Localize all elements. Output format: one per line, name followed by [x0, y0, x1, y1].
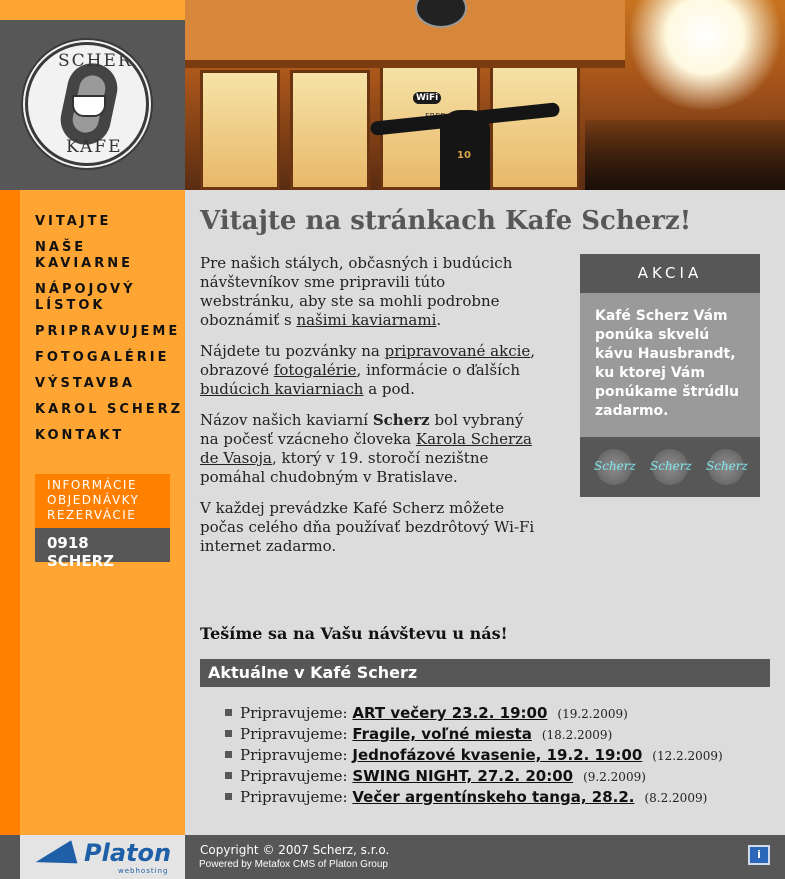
- news-prefix: Pripravujeme:: [240, 788, 353, 806]
- main-nav: [35, 214, 185, 454]
- contact-info-box: [35, 474, 170, 528]
- nav-item-nase-kaviarne[interactable]: NAŠE KAVIARNE: [35, 240, 133, 271]
- news-link[interactable]: SWING NIGHT, 27.2. 20:00: [352, 767, 574, 785]
- photo-window: [290, 70, 370, 190]
- photo-window: [490, 60, 580, 190]
- page-title: Vitajte na stránkach Kafe Scherz!: [200, 206, 692, 236]
- intro-paragraph-1: [200, 254, 540, 330]
- intro-text-span: Nájdete tu pozvánky na: [200, 342, 385, 360]
- orange-accent-bar: [0, 190, 20, 835]
- platon-arrow-icon: [33, 840, 78, 874]
- news-prefix: Pripravujeme:: [240, 725, 353, 743]
- news-link[interactable]: Večer argentínskeho tanga, 28.2.: [352, 788, 635, 806]
- nav-item-vystavba[interactable]: VÝSTAVBA: [35, 376, 135, 391]
- intro-text-span: Pre našich stálych, občasných i budúcich návštevníkov sme pripravili túto webstránku, aby ste sa mohli podrobne oboznámiť s: [200, 254, 513, 329]
- list-item: [225, 787, 723, 808]
- intro-text-span: , obrazové: [200, 342, 536, 379]
- mini-logo-text: Scherz: [706, 459, 748, 473]
- intro-text-span: .: [436, 311, 442, 329]
- photo-light-flare: [625, 0, 785, 110]
- platon-brand: Platon: [84, 839, 172, 867]
- photo-window: [200, 70, 280, 190]
- info-icon[interactable]: i: [748, 845, 770, 865]
- logo-block: [0, 20, 185, 190]
- intro-bold-scherz: Scherz: [372, 411, 430, 429]
- link-nase-kaviarne[interactable]: našimi kaviarnami: [296, 311, 437, 329]
- powered-by-text: Powered by Metafox CMS of Platon Group: [199, 859, 388, 870]
- news-heading: Aktuálne v Kafé Scherz: [200, 659, 770, 687]
- nav-item-kontakt[interactable]: KONTAKT: [35, 428, 125, 443]
- nav-item-vitajte[interactable]: VITAJTE: [35, 214, 112, 229]
- platon-sub: webhosting: [118, 867, 169, 875]
- link-pripravovane-akcie[interactable]: pripravované akcie: [384, 342, 531, 360]
- mini-logo-text: Scherz: [594, 459, 636, 473]
- news-prefix: Pripravujeme:: [240, 746, 353, 764]
- intro-text-span: , informácie o ďalších: [356, 361, 520, 379]
- akcia-box: [580, 254, 760, 497]
- photo-shadow: [585, 120, 785, 190]
- nav-item-napojovy-listok[interactable]: NÁPOJOVÝ LÍSTOK: [35, 282, 136, 313]
- intro-text-span: Názov našich kaviarní: [200, 411, 373, 429]
- left-top-strip: [0, 0, 185, 20]
- link-buducich-kaviarniach[interactable]: budúcich kaviarniach: [200, 380, 364, 398]
- intro-text-span: a pod.: [363, 380, 415, 398]
- akcia-heading: AKCIA: [580, 254, 760, 293]
- footer-left-strip: [0, 835, 20, 879]
- photo-shirt-number: 10: [457, 150, 471, 161]
- intro-paragraph-4: V každej prevádzke Kafé Scherz môžete počas celého dňa používať bezdrôtový Wi-Fi internet zadarmo.: [200, 499, 535, 555]
- logo-text-scherz: SCHERZ: [58, 51, 147, 71]
- akcia-text: Kafé Scherz Vám ponúka skvelú kávu Hausbrandt, ku ktorej Vám ponúkame štrúdlu zadarmo.: [580, 293, 760, 437]
- news-date: (19.2.2009): [557, 707, 628, 721]
- intro-paragraph-2: [200, 342, 540, 399]
- phone-number: 0918 SCHERZ: [35, 528, 170, 562]
- list-item: [225, 703, 723, 724]
- contact-line-informacie: INFORMÁCIE: [47, 478, 138, 492]
- news-prefix: Pripravujeme:: [240, 704, 353, 722]
- scherz-mini-logo-icon: [706, 449, 748, 485]
- photo-wifi-sign: WiFi: [413, 92, 441, 104]
- link-karol-scherz[interactable]: Karola Scherza de Vasoja: [200, 430, 532, 467]
- footer: [185, 835, 785, 879]
- photo-person: [440, 110, 490, 190]
- intro-text-span: bol vybraný na počesť vzácneho človeka: [200, 411, 524, 448]
- news-list: [225, 703, 723, 808]
- news-date: (18.2.2009): [541, 728, 613, 742]
- news-date: (9.2.2009): [583, 770, 646, 784]
- scherz-mini-logo-icon: [594, 449, 636, 485]
- photo-beam: [185, 60, 625, 68]
- nav-item-pripravujeme[interactable]: PRIPRAVUJEME: [35, 324, 181, 339]
- nav-item-karol-scherz[interactable]: KAROL SCHERZ: [35, 402, 184, 417]
- intro-text-span: , ktorý v 19. storočí nezištne pomáhal chudobným v Bratislave.: [200, 449, 489, 486]
- intro-text: [200, 254, 540, 568]
- akcia-logos: [580, 437, 760, 497]
- contact-line-objednavky: OBJEDNÁVKY: [47, 493, 140, 507]
- list-item: [225, 745, 723, 766]
- nav-item-fotogalerie[interactable]: FOTOGALÉRIE: [35, 350, 170, 365]
- contact-line-rezervacie: REZERVÁCIE: [47, 508, 137, 522]
- news-link[interactable]: Jednofázové kvasenie, 19.2. 19:00: [352, 746, 643, 764]
- news-prefix: Pripravujeme:: [240, 767, 353, 785]
- news-link[interactable]: Fragile, voľné miesta: [352, 725, 532, 743]
- scherz-mini-logo-icon: [650, 449, 692, 485]
- intro-paragraph-3: [200, 411, 540, 487]
- header-photo: [185, 0, 785, 190]
- logo-text-kafe: KAFE: [66, 137, 123, 157]
- link-fotogalerie[interactable]: fotogalérie: [273, 361, 357, 379]
- kafe-scherz-logo[interactable]: [25, 42, 149, 166]
- news-date: (8.2.2009): [644, 791, 708, 805]
- mini-logo-text: Scherz: [650, 459, 692, 473]
- coffee-cup-icon: [72, 95, 106, 117]
- sidebar: [20, 190, 185, 835]
- list-item: [225, 724, 723, 745]
- news-link[interactable]: ART večery 23.2. 19:00: [352, 704, 548, 722]
- main-content: [185, 190, 785, 835]
- list-item: [225, 766, 723, 787]
- news-date: (12.2.2009): [652, 749, 723, 763]
- copyright-text: Copyright © 2007 Scherz, s.r.o.: [200, 843, 390, 857]
- photo-wall: [185, 0, 625, 60]
- platon-logo[interactable]: [20, 835, 185, 879]
- closing-text: Tešíme sa na Vašu návštevu u nás!: [200, 624, 508, 643]
